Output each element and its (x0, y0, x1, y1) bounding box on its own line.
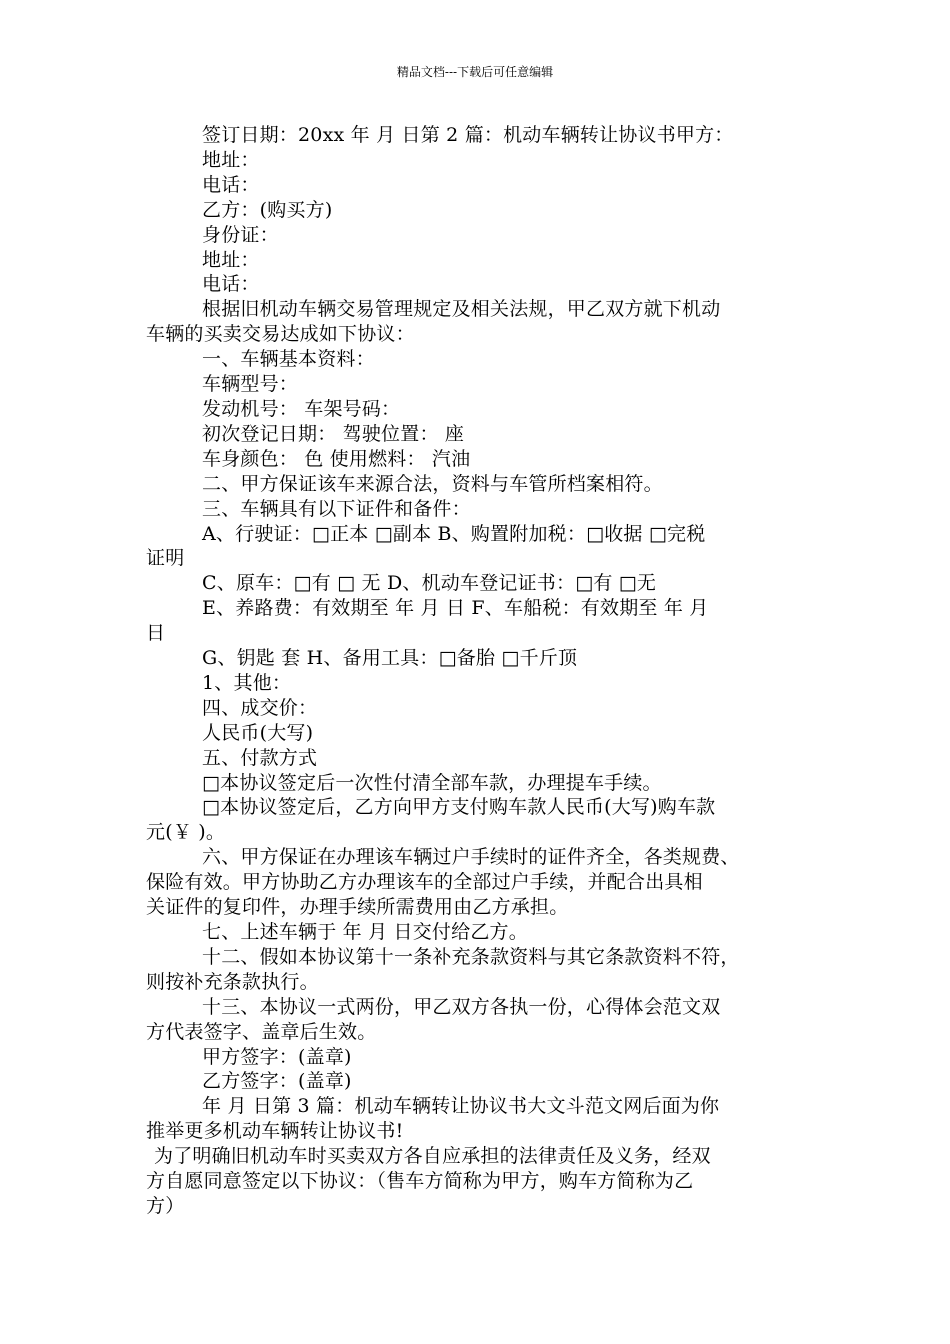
text-line: 身份证： (202, 223, 279, 246)
text-line: 车身颜色： 色 使用燃料： 汽油 (202, 447, 471, 470)
text-line: 甲方签字：(盖章) (202, 1045, 352, 1068)
text-line: 保险有效。甲方协助乙方办理该车的全部过户手续，并配合出具相 (146, 871, 703, 894)
text-line: □本协议签定后，乙方向甲方支付购车款人民币(大写)购车款 (202, 796, 716, 819)
text-line: 车辆型号： (202, 373, 299, 396)
text-line: 六、甲方保证在办理该车辆过户手续时的证件齐全，各类规费、 (202, 846, 740, 869)
page-header: 精品文档---下载后可任意编辑 (396, 65, 554, 79)
text-line: 电话： (202, 173, 260, 196)
text-line: 五、付款方式 (202, 746, 318, 769)
text-line: 方自愿同意签定以下协议：（售车方简称为甲方，购车方简称为乙 (146, 1170, 694, 1193)
text-line: G、钥匙 套 H、备用工具：□备胎 □千斤顶 (202, 647, 578, 670)
text-line: 二、甲方保证该车来源合法，资料与车管所档案相符。 (202, 472, 663, 495)
text-line: 根据旧机动车辆交易管理规定及相关法规，甲乙双方就下机动 (202, 298, 721, 321)
text-line: 方） (146, 1194, 185, 1217)
text-line: 方代表签字、盖章后生效。 (146, 1020, 377, 1043)
text-line: 地址： (202, 248, 260, 271)
text-line: E、养路费：有效期至 年 月 日 F、车船税：有效期至 年 月 (202, 597, 709, 620)
text-line: 发动机号： 车架号码： (202, 397, 401, 420)
text-line: 1、其他： (202, 671, 292, 694)
text-line: 车辆的买卖交易达成如下协议： (146, 323, 415, 346)
text-line: 年 月 日第 3 篇：机动车辆转让协议书大文斗范文网后面为你 (202, 1095, 720, 1118)
text-line: 证明 (146, 547, 185, 570)
text-line: 则按补充条款执行。 (146, 970, 319, 993)
text-line: 签订日期：20xx 年 月 日第 2 篇：机动车辆转让协议书甲方： (202, 124, 734, 146)
text-line: 一、车辆基本资料： (202, 348, 375, 371)
text-line: 三、车辆具有以下证件和备件： (202, 497, 471, 520)
text-line: 电话： (202, 273, 260, 296)
text-line: 乙方签字：(盖章) (202, 1070, 352, 1093)
text-line: 七、上述车辆于 年 月 日交付给乙方。 (202, 921, 528, 943)
text-line: 人民币(大写) (202, 721, 314, 744)
text-line: □本协议签定后一次性付清全部车款，办理提车手续。 (202, 771, 662, 794)
text-line: 四、成交价： (202, 696, 318, 719)
text-line: 初次登记日期： 驾驶位置： 座 (202, 422, 465, 445)
text-line: 为了明确旧机动车时买卖双方各自应承担的法律责任及义务，经双 (154, 1145, 711, 1168)
text-line: A、行驶证：□正本 □副本 B、购置附加税：□收据 □完税 (202, 522, 706, 545)
text-line: 地址： (202, 148, 260, 171)
text-line: C、原车：□有 □ 无 D、机动车登记证书：□有 □无 (202, 572, 657, 595)
text-line: 日 (146, 622, 166, 645)
text-line: 十三、本协议一式两份，甲乙双方各执一份，心得体会范文双 (202, 995, 721, 1018)
text-line: 元(￥ )。 (146, 821, 226, 844)
text-line: 十二、假如本协议第十一条补充条款资料与其它条款资料不符， (202, 945, 740, 968)
text-line: 乙方：(购买方) (202, 198, 333, 221)
document-body (146, 123, 814, 1219)
text-line: 关证件的复印件，办理手续所需费用由乙方承担。 (146, 896, 569, 919)
text-line: 推举更多机动车辆转让协议书! (146, 1120, 404, 1143)
